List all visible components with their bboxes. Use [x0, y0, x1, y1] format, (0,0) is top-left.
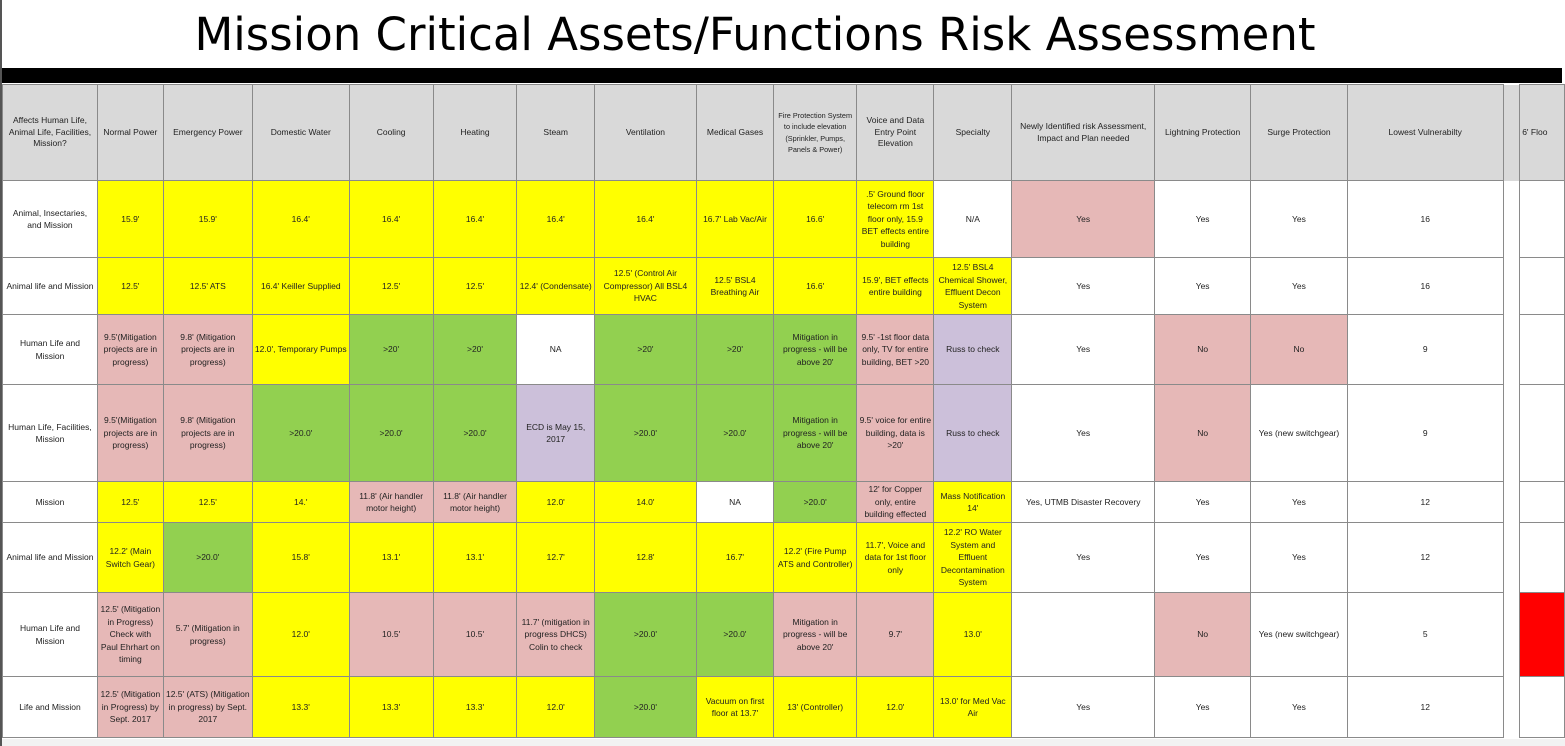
header-normal-power: Normal Power	[97, 85, 163, 181]
cell-steam: 16.4'	[517, 181, 595, 258]
column-gap	[1503, 258, 1520, 315]
cell-six-foot	[1520, 523, 1565, 593]
cell-cooling: 10.5'	[349, 593, 433, 677]
header-medical-gases: Medical Gases	[696, 85, 773, 181]
header-emergency-power: Emergency Power	[163, 85, 252, 181]
cell-fire-protection: 12.2' (Fire Pump ATS and Controller)	[774, 523, 857, 593]
cell-steam: 11.7' (mitigation in progress DHCS) Colin to check	[517, 593, 595, 677]
column-gap	[1503, 523, 1520, 593]
header-newly-identified: Newly Identified risk Assessment, Impact and Plan needed	[1012, 85, 1155, 181]
cell-ventilation: 16.4'	[594, 181, 696, 258]
cell-fire-protection: Mitigation in progress - will be above 20'	[774, 593, 857, 677]
cell-heating: 13.3'	[433, 677, 517, 738]
cell-affects: Human Life and Mission	[3, 593, 98, 677]
cell-emergency-power: 9.8' (Mitigation projects are in progress)	[163, 385, 252, 482]
cell-domestic-water: 16.4'	[252, 181, 349, 258]
cell-newly-identified: Yes	[1012, 677, 1155, 738]
header-affects: Affects Human Life, Animal Life, Facilities, Mission?	[3, 85, 98, 181]
cell-heating: 12.5'	[433, 258, 517, 315]
header-row	[3, 85, 1565, 181]
cell-steam: ECD is May 15, 2017	[517, 385, 595, 482]
header-lightning: Lightning Protection	[1155, 85, 1251, 181]
cell-affects: Animal life and Mission	[3, 258, 98, 315]
cell-six-foot	[1520, 482, 1565, 523]
cell-domestic-water: 15.8'	[252, 523, 349, 593]
cell-medical-gases: >20.0'	[696, 593, 773, 677]
column-gap	[1503, 482, 1520, 523]
header-lowest: Lowest Vulnerabilty	[1347, 85, 1503, 181]
cell-medical-gases: >20.0'	[696, 385, 773, 482]
header-fire-protection: Fire Protection System to include elevation (Sprinkler, Pumps, Panels & Power)	[774, 85, 857, 181]
cell-heating: 11.8' (Air handler motor height)	[433, 482, 517, 523]
cell-lightning: Yes	[1155, 677, 1251, 738]
header-steam: Steam	[517, 85, 595, 181]
cell-newly-identified: Yes, UTMB Disaster Recovery	[1012, 482, 1155, 523]
cell-voice-data: 11.7', Voice and data for 1st floor only	[857, 523, 934, 593]
cell-voice-data: 12.0'	[857, 677, 934, 738]
cell-cooling: 13.3'	[349, 677, 433, 738]
cell-normal-power: 9.5'(Mitigation projects are in progress)	[97, 315, 163, 385]
column-gap	[1503, 315, 1520, 385]
column-gap	[1503, 677, 1520, 738]
cell-domestic-water: 14.'	[252, 482, 349, 523]
cell-ventilation: 14.0'	[594, 482, 696, 523]
header-specialty: Specialty	[934, 85, 1012, 181]
cell-normal-power: 9.5'(Mitigation projects are in progress)	[97, 385, 163, 482]
cell-lowest: 9	[1347, 385, 1503, 482]
cell-heating: 13.1'	[433, 523, 517, 593]
next-row-edge	[2, 739, 1565, 746]
cell-domestic-water: 16.4' Keiller Supplied	[252, 258, 349, 315]
header-divider-bar	[2, 68, 1562, 83]
cell-surge: Yes	[1251, 677, 1348, 738]
cell-voice-data: 9.5' -1st floor data only, TV for entire building, BET >20	[857, 315, 934, 385]
cell-affects: Animal life and Mission	[3, 523, 98, 593]
cell-surge: Yes (new switchgear)	[1251, 593, 1348, 677]
cell-six-foot	[1520, 385, 1565, 482]
table-row	[3, 385, 1565, 482]
cell-lowest: 12	[1347, 677, 1503, 738]
cell-voice-data: 9.5' voice for entire building, data is >20'	[857, 385, 934, 482]
cell-lowest: 9	[1347, 315, 1503, 385]
cell-fire-protection: 16.6'	[774, 181, 857, 258]
header-domestic-water: Domestic Water	[252, 85, 349, 181]
cell-newly-identified: Yes	[1012, 258, 1155, 315]
cell-steam: 12.0'	[517, 482, 595, 523]
cell-fire-protection: Mitigation in progress - will be above 20'	[774, 315, 857, 385]
cell-domestic-water: 13.3'	[252, 677, 349, 738]
cell-cooling: 12.5'	[349, 258, 433, 315]
cell-emergency-power: 15.9'	[163, 181, 252, 258]
cell-emergency-power: 9.8' (Mitigation projects are in progress)	[163, 315, 252, 385]
cell-lowest: 16	[1347, 258, 1503, 315]
cell-newly-identified	[1012, 593, 1155, 677]
cell-steam: NA	[517, 315, 595, 385]
cell-six-foot	[1520, 593, 1565, 677]
cell-newly-identified: Yes	[1012, 385, 1155, 482]
column-gap	[1503, 593, 1520, 677]
column-gap	[1503, 85, 1520, 181]
cell-medical-gases: 12.5' BSL4 Breathing Air	[696, 258, 773, 315]
header-voice-data: Voice and Data Entry Point Elevation	[857, 85, 934, 181]
cell-normal-power: 12.5' (Mitigation in Progress) by Sept. 2017	[97, 677, 163, 738]
cell-six-foot	[1520, 315, 1565, 385]
cell-ventilation: >20'	[594, 315, 696, 385]
cell-affects: Human Life, Facilities, Mission	[3, 385, 98, 482]
cell-domestic-water: 12.0', Temporary Pumps	[252, 315, 349, 385]
table-row	[3, 677, 1565, 738]
cell-lightning: Yes	[1155, 181, 1251, 258]
header-heating: Heating	[433, 85, 517, 181]
cell-lowest: 16	[1347, 181, 1503, 258]
cell-emergency-power: 5.7' (Mitigation in progress)	[163, 593, 252, 677]
cell-lowest: 12	[1347, 523, 1503, 593]
cell-medical-gases: NA	[696, 482, 773, 523]
page-title: Mission Critical Assets/Functions Risk Assessment	[194, 7, 1316, 61]
cell-specialty: Russ to check	[934, 315, 1012, 385]
cell-fire-protection: 13' (Controller)	[774, 677, 857, 738]
cell-emergency-power: 12.5' ATS	[163, 258, 252, 315]
cell-specialty: 12.2' RO Water System and Effluent Decontamination System	[934, 523, 1012, 593]
cell-heating: 16.4'	[433, 181, 517, 258]
cell-steam: 12.0'	[517, 677, 595, 738]
table-row	[3, 315, 1565, 385]
cell-heating: 10.5'	[433, 593, 517, 677]
table-row	[3, 258, 1565, 315]
cell-domestic-water: >20.0'	[252, 385, 349, 482]
cell-specialty: Russ to check	[934, 385, 1012, 482]
cell-affects: Human Life and Mission	[3, 315, 98, 385]
cell-surge: Yes	[1251, 523, 1348, 593]
cell-cooling: 13.1'	[349, 523, 433, 593]
cell-voice-data: 12' for Copper only, entire building effected	[857, 482, 934, 523]
cell-fire-protection: Mitigation in progress - will be above 20'	[774, 385, 857, 482]
header-ventilation: Ventilation	[594, 85, 696, 181]
cell-lightning: Yes	[1155, 482, 1251, 523]
cell-lightning: Yes	[1155, 258, 1251, 315]
cell-cooling: 16.4'	[349, 181, 433, 258]
cell-medical-gases: 16.7' Lab Vac/Air	[696, 181, 773, 258]
cell-lightning: No	[1155, 593, 1251, 677]
cell-ventilation: 12.8'	[594, 523, 696, 593]
cell-emergency-power: 12.5' (ATS) (Mitigation in progress) by Sept. 2017	[163, 677, 252, 738]
cell-ventilation: >20.0'	[594, 677, 696, 738]
cell-emergency-power: >20.0'	[163, 523, 252, 593]
cell-steam: 12.4' (Condensate)	[517, 258, 595, 315]
cell-heating: >20.0'	[433, 385, 517, 482]
cell-fire-protection: >20.0'	[774, 482, 857, 523]
cell-newly-identified: Yes	[1012, 523, 1155, 593]
cell-ventilation: 12.5' (Control Air Compressor) All BSL4 HVAC	[594, 258, 696, 315]
cell-normal-power: 12.5'	[97, 482, 163, 523]
table-row	[3, 593, 1565, 677]
cell-voice-data: 15.9', BET effects entire building	[857, 258, 934, 315]
cell-lowest: 5	[1347, 593, 1503, 677]
cell-medical-gases: Vacuum on first floor at 13.7'	[696, 677, 773, 738]
cell-surge: No	[1251, 315, 1348, 385]
cell-normal-power: 12.5' (Mitigation in Progress) Check with Paul Ehrhart on timing	[97, 593, 163, 677]
cell-ventilation: >20.0'	[594, 385, 696, 482]
cell-surge: Yes	[1251, 181, 1348, 258]
cell-specialty: 13.0' for Med Vac Air	[934, 677, 1012, 738]
cell-medical-gases: >20'	[696, 315, 773, 385]
table-row	[3, 181, 1565, 258]
cell-normal-power: 12.5'	[97, 258, 163, 315]
cell-steam: 12.7'	[517, 523, 595, 593]
cell-ventilation: >20.0'	[594, 593, 696, 677]
cell-fire-protection: 16.6'	[774, 258, 857, 315]
cell-surge: Yes (new switchgear)	[1251, 385, 1348, 482]
table-row	[3, 482, 1565, 523]
cell-medical-gases: 16.7'	[696, 523, 773, 593]
cell-lowest: 12	[1347, 482, 1503, 523]
cell-heating: >20'	[433, 315, 517, 385]
cell-cooling: 11.8' (Air handler motor height)	[349, 482, 433, 523]
cell-lightning: Yes	[1155, 523, 1251, 593]
cell-newly-identified: Yes	[1012, 315, 1155, 385]
cell-specialty: 12.5' BSL4 Chemical Shower, Effluent Decon System	[934, 258, 1012, 315]
table-row	[3, 523, 1565, 593]
cell-lightning: No	[1155, 315, 1251, 385]
cell-affects: Life and Mission	[3, 677, 98, 738]
header-six-foot: 6' Floo	[1520, 85, 1565, 181]
cell-lightning: No	[1155, 385, 1251, 482]
cell-domestic-water: 12.0'	[252, 593, 349, 677]
cell-emergency-power: 12.5'	[163, 482, 252, 523]
column-gap	[1503, 385, 1520, 482]
cell-voice-data: .5' Ground floor telecom rm 1st floor only, 15.9 BET effects entire building	[857, 181, 934, 258]
cell-affects: Animal, Insectaries, and Mission	[3, 181, 98, 258]
cell-specialty: 13.0'	[934, 593, 1012, 677]
header-cooling: Cooling	[349, 85, 433, 181]
cell-six-foot	[1520, 258, 1565, 315]
cell-six-foot	[1520, 677, 1565, 738]
cell-surge: Yes	[1251, 258, 1348, 315]
cell-specialty: Mass Notification 14'	[934, 482, 1012, 523]
cell-normal-power: 12.2' (Main Switch Gear)	[97, 523, 163, 593]
cell-six-foot	[1520, 181, 1565, 258]
cell-newly-identified: Yes	[1012, 181, 1155, 258]
cell-cooling: >20.0'	[349, 385, 433, 482]
cell-normal-power: 15.9'	[97, 181, 163, 258]
cell-affects: Mission	[3, 482, 98, 523]
cell-voice-data: 9.7'	[857, 593, 934, 677]
risk-assessment-table	[2, 84, 1565, 738]
cell-surge: Yes	[1251, 482, 1348, 523]
cell-specialty: N/A	[934, 181, 1012, 258]
column-gap	[1503, 181, 1520, 258]
cell-cooling: >20'	[349, 315, 433, 385]
header-surge: Surge Protection	[1251, 85, 1348, 181]
